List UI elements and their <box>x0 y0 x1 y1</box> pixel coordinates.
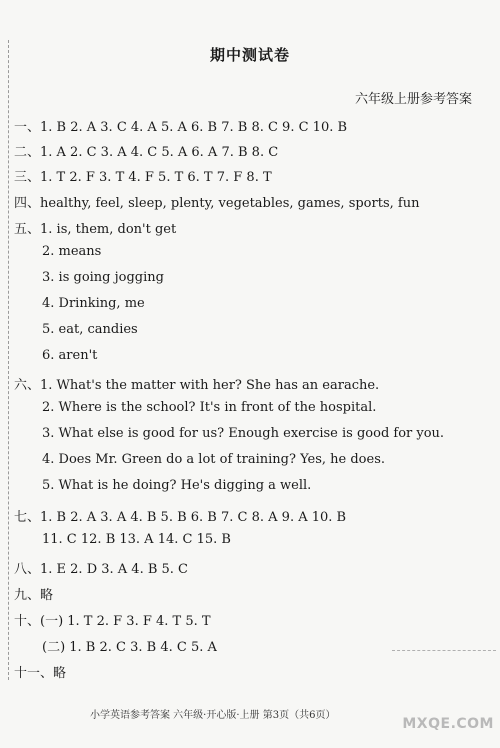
answer-section-4: 四、healthy, feel, sleep, plenty, vegetables, games, sports, fun <box>14 196 420 211</box>
answer-6-5: 5. What is he doing? He's digging a well. <box>42 478 312 493</box>
answer-section-9: 九、略 <box>14 588 54 603</box>
answer-section-2: 二、1. A 2. C 3. A 4. C 5. A 6. A 7. B 8. C <box>14 145 279 160</box>
answer-6-4: 4. Does Mr. Green do a lot of training? Yes, he does. <box>42 452 386 467</box>
answer-5-2: 2. means <box>42 244 102 259</box>
answer-section-3: 三、1. T 2. F 3. T 4. F 5. T 6. T 7. F 8. T <box>14 170 272 185</box>
answer-5-3: 3. is going jogging <box>42 270 164 285</box>
watermark-logo: MXQE.COM <box>402 716 494 732</box>
answer-6-2: 2. Where is the school? It's in front of the hospital. <box>42 400 377 415</box>
answer-section-5: 五、1. is, them, don't get <box>14 222 177 237</box>
answer-7-11-15: 11. C 12. B 13. A 14. C 15. B <box>42 532 231 547</box>
answer-section-6: 六、1. What's the matter with her? She has an earache. <box>14 378 380 393</box>
answer-section-11: 十一、略 <box>14 666 67 681</box>
page-subtitle: 六年级上册参考答案 <box>354 92 472 107</box>
margin-dashed-line <box>8 40 9 680</box>
answer-6-3: 3. What else is good for us? Enough exercise is good for you. <box>42 426 445 441</box>
answer-section-8: 八、1. E 2. D 3. A 4. B 5. C <box>14 562 189 577</box>
page-title: 期中测试卷 <box>209 46 290 64</box>
answer-5-5: 5. eat, candies <box>42 322 138 337</box>
answer-section-10-part-1: 十、(一) 1. T 2. F 3. F 4. T 5. T <box>14 614 211 629</box>
answer-5-6: 6. aren't <box>42 348 98 363</box>
answer-5-4: 4. Drinking, me <box>42 296 145 311</box>
answer-section-7: 七、1. B 2. A 3. A 4. B 5. B 6. B 7. C 8. A 9. A 10. B <box>14 510 347 525</box>
answer-section-1: 一、1. B 2. A 3. C 4. A 5. A 6. B 7. B 8. C 9. C 10. B <box>14 120 348 135</box>
answer-section-10-part-2: (二) 1. B 2. C 3. B 4. C 5. A <box>42 640 217 655</box>
page-footer: 小学英语参考答案 六年级·开心版·上册 第3页（共6页） <box>90 710 336 721</box>
scan-artifact-line <box>392 650 496 651</box>
